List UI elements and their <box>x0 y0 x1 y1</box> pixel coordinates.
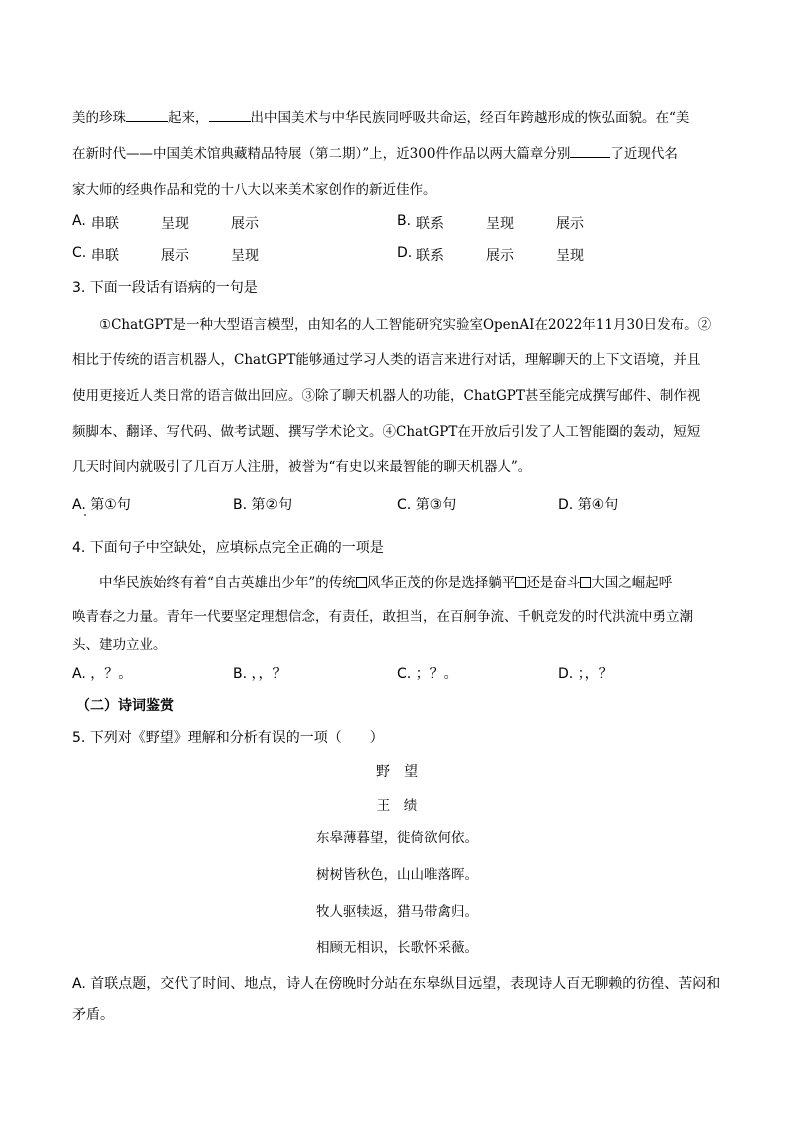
option-letter: B. <box>233 497 248 513</box>
option-text: ；，？ <box>577 666 613 682</box>
q4-passage-line-1 <box>99 571 672 591</box>
poem-title: 野 望 <box>376 764 418 780</box>
q4-text: 还是奋斗 <box>526 575 581 591</box>
q4-option-a[interactable] <box>72 663 132 683</box>
stray-dot <box>84 514 86 516</box>
option-letter: A. <box>72 213 86 229</box>
blank-box <box>356 577 367 588</box>
option-letter: D. <box>397 245 413 261</box>
q4-text: 大国之崛起呼 <box>591 575 673 591</box>
option-word: 联系 <box>416 248 444 264</box>
q4-passage-line-3: 头、建功立业。 <box>72 637 167 653</box>
option-text: 第①句 <box>90 497 131 513</box>
q3-option-d[interactable] <box>558 494 618 514</box>
option-word: 呈现 <box>486 216 514 232</box>
option-text: ；？。 <box>415 666 458 682</box>
q2-text: 在新时代——中国美术馆典藏精品特展（第二期）”上，近300件作品以两大篇章分别 <box>72 146 571 162</box>
q3-passage-line-1: ①ChatGPT是一种大型语言模型，由知名的人工智能研究实验室OpenAI在2022年11月30日发布。② <box>99 317 712 333</box>
q4-text: 中华民族始终有着“自古英雄出少年”的传统 <box>99 575 356 591</box>
option-text: ，？。 <box>90 666 133 682</box>
section-heading: （二）诗词鉴赏 <box>76 698 174 714</box>
poem-author: 王 绩 <box>376 798 418 814</box>
q4-passage-line-2: 唤青春之力量。青年一代要坚定理想信念，有责任，敢担当，在百舸争流、千帆竞发的时代洪流中勇立潮 <box>72 609 693 625</box>
q2-passage-line-1 <box>72 106 689 126</box>
option-text: 第②句 <box>251 497 293 513</box>
q2-passage-line-2 <box>72 142 678 162</box>
option-word: 串联 <box>91 216 119 232</box>
q5-option-a-line-2[interactable]: 矛盾。 <box>72 1007 114 1023</box>
q4-stem: 4. 下面句子中空缺处，应填标点完全正确的一项是 <box>72 540 384 556</box>
option-text: 第④句 <box>577 497 619 513</box>
option-word: 呈现 <box>161 216 189 232</box>
q3-passage-line-2: 相比于传统的语言机器人，ChatGPT能够通过学习人类的语言来进行对话，理解聊天的上下文语境，并且 <box>72 352 701 368</box>
poem-line: 树树皆秋色，山山唯落晖。 <box>316 867 478 883</box>
option-word: 展示 <box>486 248 514 264</box>
fill-blank <box>209 109 251 122</box>
option-word: 串联 <box>91 248 119 264</box>
option-letter: D. <box>558 666 574 682</box>
option-word: 展示 <box>231 216 259 232</box>
option-letter: C. <box>72 245 87 261</box>
q4-text: 风华正茂的你是选择躺平 <box>366 575 516 591</box>
q2-text: 了近现代名 <box>610 146 678 162</box>
q3-passage-line-5: 几天时间内就吸引了几百万人注册，被誉为“有史以来最智能的聊天机器人”。 <box>72 459 532 475</box>
q3-passage-line-3: 使用更接近人类日常的语言做出回应。③除了聊天机器人的功能，ChatGPT甚至能完成撰写邮件、制作视 <box>72 388 701 404</box>
q5-option-a-line-1[interactable]: A. 首联点题，交代了时间、地点，诗人在傍晚时分站在东皋纵目远望，表现诗人百无聊赖的彷徨、苦闷和 <box>72 976 721 992</box>
blank-box <box>515 577 526 588</box>
q2-passage-line-3: 家大师的经典作品和党的十八大以来美术家创作的新近佳作。 <box>72 182 437 198</box>
fill-blank <box>570 145 610 158</box>
option-text: 第③句 <box>415 497 457 513</box>
option-word: 展示 <box>556 216 584 232</box>
q3-option-b[interactable] <box>233 494 292 514</box>
blank-box <box>580 577 591 588</box>
option-letter: A. <box>72 666 86 682</box>
q4-option-b[interactable] <box>233 663 287 683</box>
q2-text: 美的珍珠 <box>72 110 126 126</box>
option-letter: B. <box>233 666 248 682</box>
q4-option-d[interactable] <box>558 663 613 683</box>
poem-line: 相顾无相识，长歌怀采薇。 <box>316 940 478 956</box>
fill-blank <box>126 109 168 122</box>
poem-line: 东皋薄暮望，徙倚欲何依。 <box>316 830 478 846</box>
q4-option-c[interactable] <box>397 663 458 683</box>
option-word: 展示 <box>161 248 189 264</box>
option-text: ，，？ <box>251 666 287 682</box>
option-word: 呈现 <box>231 248 259 264</box>
option-letter: A. <box>72 497 86 513</box>
option-letter: B. <box>397 213 412 229</box>
q2-text: 起来， <box>168 110 209 126</box>
q3-stem: 3. 下面一段话有语病的一句是 <box>72 280 258 296</box>
q3-passage-line-4: 频脚本、翻译、写代码、做考试题、撰写学术论文。④ChatGPT在开放后引发了人工智能圈的轰动，短短 <box>72 424 701 440</box>
option-word: 呈现 <box>556 248 584 264</box>
option-letter: C. <box>397 497 412 513</box>
poem-line: 牧人驱犊返，猎马带禽归。 <box>316 904 478 920</box>
option-letter: D. <box>558 497 574 513</box>
option-word: 联系 <box>416 216 444 232</box>
q5-stem: 5. 下列对《野望》理解和分析有误的一项（ ） <box>72 730 384 746</box>
q3-option-c[interactable] <box>397 494 456 514</box>
option-letter: C. <box>397 666 412 682</box>
q3-option-a[interactable] <box>72 494 131 514</box>
q2-text: 出中国美术与中华民族同呼吸共命运，经百年跨越形成的恢弘面貌。在“美 <box>250 110 690 126</box>
